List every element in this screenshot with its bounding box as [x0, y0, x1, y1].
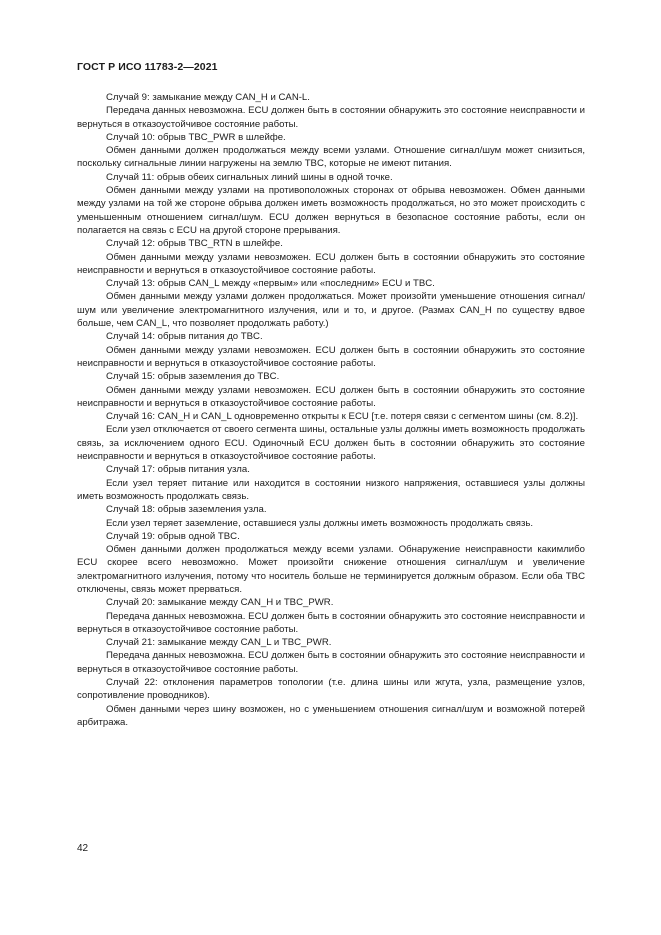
page-number: 42 [77, 843, 89, 854]
document-header: ГОСТ Р ИСО 11783-2—2021 [77, 61, 218, 73]
case-13-heading: Случай 13: обрыв CAN_L между «первым» или «последним» ECU и TBC. [106, 278, 435, 290]
case-12-text: Обмен данными между узлами невозможен. ECU должен быть в состоянии обнаружить это состояние неисправности и вернуться в отказоустойчивое состояние работы. [77, 251, 585, 276]
case-20-text: Передача данных невозможна. ECU должен быть в состоянии обнаружить это состояние неисправности и вернуться в отказоустойчивое состояние работы. [77, 610, 585, 635]
case-17-heading: Случай 17: обрыв питания узла. [106, 464, 250, 476]
case-19-text: Обмен данными должен продолжаться между всеми узлами. Обнаружение неисправности какимлибо ECU скорее всего невозможно. Может произойти снижение отношения сигнал/шум и увеличение электромагнитного излучения, потому что носитель больше не терминируется должным образом. Если оба TBC отключены, связь может прерваться. [77, 544, 585, 595]
case-11-text: Обмен данными между узлами на противоположных сторонах от обрыва невозможен. Обмен данными между узлами на той же стороне обрыва должен иметь возможность продолжаться, но это может происходить с уменьшенным отношением сигнал/шум. ECU должен вернуться в безопасное состояние работы, если он полагается на связь с ECU на другой стороне прерывания. [77, 185, 585, 236]
document-body [77, 91, 585, 729]
case-10-heading: Случай 10: обрыв TBC_PWR в шлейфе. [106, 131, 286, 143]
case-16-heading: Случай 16: CAN_H и CAN_L одновременно открыты к ECU [т.е. потеря связи с сегментом шины (см. 8.2)]. [106, 411, 579, 423]
case-21-heading: Случай 21: замыкание между CAN_L и TBC_PWR. [106, 637, 332, 649]
case-12-heading: Случай 12: обрыв TBC_RTN в шлейфе. [106, 238, 283, 250]
case-9-text: Передача данных невозможна. ECU должен быть в состоянии обнаружить это состояние неисправности и вернуться в отказоустойчивое состояние работы. [77, 105, 585, 130]
case-15-heading: Случай 15: обрыв заземления до TBC. [106, 371, 280, 383]
case-13-text: Обмен данными между узлами должен продолжаться. Может произойти уменьшение отношения сигнал/шум или увеличение электромагнитного излучения, или и то, и другое. (Размах CAN_H по существу вдвое больше, чем CAN_L, что позволяет продолжать работу.) [77, 291, 585, 330]
case-9-heading: Случай 9: замыкание между CAN_H и CAN-L. [106, 92, 310, 103]
case-17-text: Если узел теряет питание или находится в состоянии низкого напряжения, оставшиеся узлы должны иметь возможность продолжать связь. [77, 477, 585, 502]
case-14-text: Обмен данными между узлами невозможен. ECU должен быть в состоянии обнаружить это состояние неисправности и вернуться в отказоустойчивое состояние работы. [77, 344, 585, 369]
case-22-heading: Случай 22: отклонения параметров топологии (т.е. длина шины или жгута, узла, размещение узлов, сопротивление проводников). [77, 677, 585, 702]
case-22-text: Обмен данными через шину возможен, но с уменьшением отношения сигнал/шум и возможной потерей арбитража. [77, 703, 585, 728]
case-20-heading: Случай 20: замыкание между CAN_H и TBC_PWR. [106, 597, 334, 609]
case-11-heading: Случай 11: обрыв обеих сигнальных линий шины в одной точке. [106, 171, 393, 183]
case-15-text: Обмен данными между узлами невозможен. ECU должен быть в состоянии обнаружить это состояние неисправности и вернуться в отказоустойчивое состояние работы. [77, 384, 585, 409]
case-10-text: Обмен данными должен продолжаться между всеми узлами. Отношение сигнал/шум может снизиться, поскольку сигнальные линии нагружены на землю TBC, которые не имеют питания. [77, 145, 585, 170]
case-18-heading: Случай 18: обрыв заземления узла. [106, 504, 267, 516]
case-16-text: Если узел отключается от своего сегмента шины, остальные узлы должны иметь возможность продолжать связь, за исключением одного ECU. Одиночный ECU должен быть в состоянии обнаружить это состояние неисправности и вернуться в отказоустойчивое состояние работы. [77, 424, 585, 463]
case-19-heading: Случай 19: обрыв одной TBC. [106, 530, 240, 542]
case-14-heading: Случай 14: обрыв питания до TBC. [106, 331, 263, 343]
case-21-text: Передача данных невозможна. ECU должен быть в состоянии обнаружить это состояние неисправности и вернуться в отказоустойчивое состояние работы. [77, 650, 585, 675]
case-18-text: Если узел теряет заземление, оставшиеся узлы должны иметь возможность продолжать связь. [106, 517, 534, 529]
